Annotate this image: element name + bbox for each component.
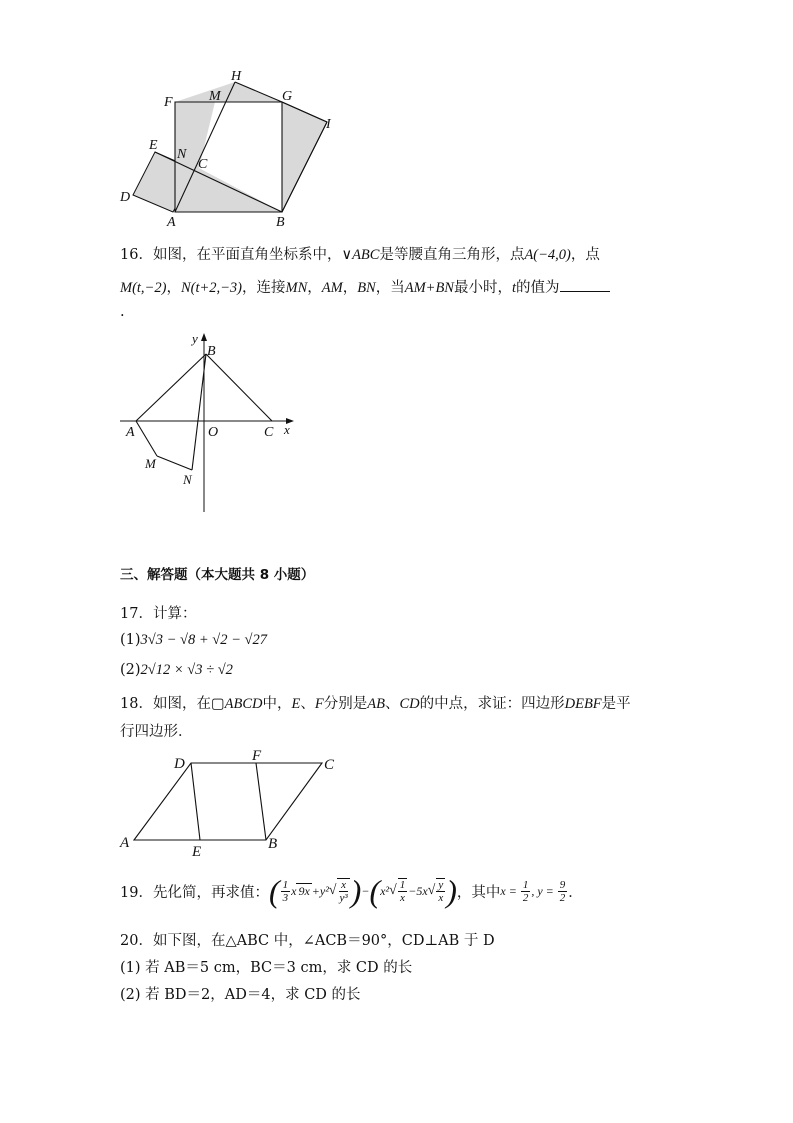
q16-variable-t: t: [511, 280, 516, 296]
q17-part-1-expression: 3√3 − √8 + √2 − √27: [140, 632, 267, 648]
q18-text-1: 18．如图，在: [120, 696, 211, 712]
q20-line1: 20．如下图，在△ABC 中，∠ACB＝90°，CD⊥AB 于 D: [120, 933, 495, 949]
q16-expression: AM+BN: [404, 280, 454, 296]
q20-part-1: (1) 若 AB＝5 cm，BC＝3 cm，求 CD 的长: [120, 960, 413, 976]
q18-text-2: 中，: [262, 696, 292, 712]
q18-quadrilateral-label: DEBF: [564, 696, 602, 712]
label-A: A: [167, 215, 176, 230]
q16-point-A: A(−4,0): [524, 247, 571, 263]
q16-segment-AM: AM: [321, 280, 343, 296]
label-E: E: [192, 844, 202, 860]
q18-parallelogram-label: ▢ABCD: [210, 696, 263, 712]
y-axis-arrow: [201, 333, 207, 341]
label-A: A: [120, 835, 130, 851]
label-M: M: [145, 456, 156, 471]
q19-prefix: 19．先化简，再求值：: [120, 884, 269, 901]
q16-text-tail: ，点: [570, 247, 600, 263]
q16-text-prefix: 16．如图，在平面直角坐标系中，: [120, 247, 342, 263]
segment-FB: [256, 763, 266, 840]
q16-text-line2-end: 的值为: [516, 280, 560, 296]
q19-period: ．: [568, 884, 583, 901]
q17-part-1-number: (1): [120, 632, 141, 648]
label-C: C: [264, 425, 274, 440]
q17-part-1: [120, 632, 267, 649]
q17-part-2-expression: 2√12 × √3 ÷ √2: [140, 662, 233, 678]
label-B: B: [276, 215, 285, 230]
segment-AM: [136, 421, 157, 456]
figure-squares-diagram: [100, 60, 360, 235]
label-H: H: [231, 69, 242, 84]
q19-expression: ( $\frac{1}{3}$ x 9x +y² √ $\frac{x}{\text{y³}}$ ) − ( x² √ $\frac{1}{x}$ −5x √ $\frac{y}{x}$ ): [268, 873, 457, 909]
label-E: E: [149, 138, 158, 153]
q18-line1: [120, 692, 631, 713]
label-B: B: [268, 836, 278, 852]
q17-part-2-number: (2): [120, 662, 141, 678]
label-F: F: [252, 748, 262, 764]
section-3-heading: 三、解答题（本大题共 8 小题）: [120, 567, 315, 583]
label-B: B: [207, 344, 216, 359]
q16-answer-blank[interactable]: [560, 279, 610, 292]
label-N: N: [177, 147, 187, 162]
q18-comma-2: 、: [384, 696, 400, 712]
q16-sep4: ，: [342, 280, 358, 296]
q18-text-4: 的中点，求证：四边形: [419, 696, 565, 712]
label-C: C: [324, 757, 335, 773]
q16-sep3: ，: [307, 280, 322, 296]
figure-coordinate-plane: [115, 325, 305, 520]
q16-sep1: ，: [166, 280, 181, 296]
segment-DE: [191, 763, 200, 840]
label-G: G: [282, 89, 293, 104]
q16-point-M: M(t,−2): [120, 280, 167, 296]
parallelogram-ABCD: [134, 763, 322, 840]
label-M: M: [209, 89, 221, 104]
segment-AB: [136, 354, 206, 421]
label-D: D: [174, 756, 185, 772]
q17-title: 17．计算：: [120, 606, 197, 622]
q18-segment-CD: CD: [399, 696, 420, 712]
label-F: F: [164, 95, 173, 110]
label-C: C: [198, 157, 208, 172]
label-O: O: [208, 425, 219, 440]
q19-condition: x = $\frac{1}{2}$ , y = $\frac{9}{2}$: [500, 878, 566, 904]
q16-line1: [120, 243, 600, 264]
q18-point-F: F: [314, 696, 324, 712]
q19-condition-prefix: ，其中: [456, 884, 501, 901]
segment-MN: [157, 456, 192, 470]
label-N: N: [183, 472, 192, 487]
question-19: [120, 875, 583, 907]
q16-point-N: N(t+2,−3): [180, 280, 242, 296]
q16-text-line2-tail: 最小时，: [453, 280, 512, 296]
label-x: x: [284, 422, 290, 437]
q18-segment-AB: AB: [367, 696, 385, 712]
q16-text-mid: 是等腰直角三角形，点: [379, 247, 525, 263]
q18-point-E: E: [291, 696, 301, 712]
q20-part-2: (2) 若 BD＝2，AD＝4，求 CD 的长: [120, 987, 361, 1003]
q18-comma-1: 、: [300, 696, 315, 712]
q18-text-5: 是平: [601, 696, 631, 712]
q16-segment-BN: BN: [357, 280, 376, 296]
label-A: A: [126, 425, 135, 440]
label-I: I: [326, 117, 331, 132]
q16-line2: [120, 276, 610, 297]
q16-sep5: ，当: [375, 280, 405, 296]
q16-sep2: ，连接: [242, 280, 286, 296]
q17-part-2: [120, 662, 233, 679]
q18-line2: 行四边形．: [120, 724, 193, 740]
q16-triangle-label: ∨ABC: [341, 247, 380, 263]
q18-text-3: 分别是: [323, 696, 368, 712]
segment-BC: [206, 354, 272, 421]
label-y: y: [192, 331, 198, 346]
figure-parallelogram: [115, 745, 345, 860]
label-D: D: [120, 190, 131, 205]
q16-period: .: [120, 304, 125, 320]
q16-segment-MN: MN: [285, 280, 308, 296]
